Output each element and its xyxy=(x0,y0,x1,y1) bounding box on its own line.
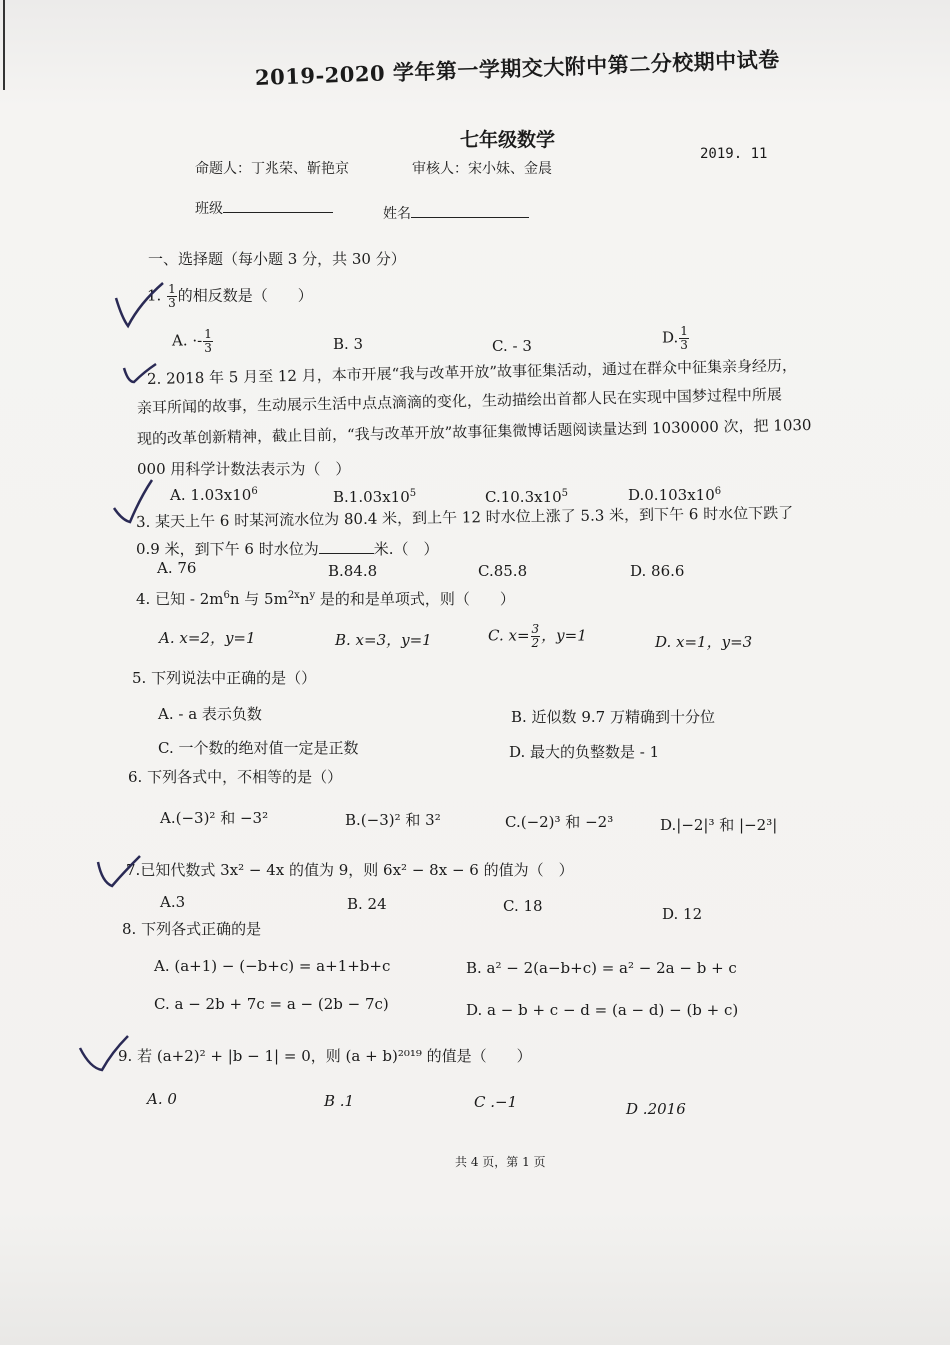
q6-option-d[interactable]: D.|−2|³ 和 |−2³| xyxy=(660,816,778,834)
question-2-line-4: 000 用科学计数法表示为（ ） xyxy=(137,460,351,478)
q2-option-a[interactable]: A. $1.03x10^6$ xyxy=(170,486,258,504)
q8-option-d[interactable]: D. a − b + c − d = (a − d) − (b + c) xyxy=(466,1001,739,1019)
section-heading: 一、选择题（每小题 3 分，共 30 分） xyxy=(148,250,406,268)
check-mark-icon xyxy=(74,1030,134,1080)
class-label: 班级 xyxy=(195,201,223,217)
name-label: 姓名 xyxy=(383,206,411,222)
question-6: 6. 下列各式中，不相等的是（） xyxy=(128,768,343,786)
q8-option-a[interactable]: A. (a+1) − (−b+c) = a+1+b+c xyxy=(154,957,391,975)
q1-fraction: $\frac{1}{3}$ xyxy=(168,282,176,310)
question-2-line-3: 现的改革创新精神，截止目前，“我与改革开放”故事征集微博话题阅读量达到 1030000 次，把 1030 xyxy=(136,415,812,448)
q6-option-c[interactable]: C.(−2)³ 和 −2³ xyxy=(505,813,614,831)
check-mark-icon xyxy=(92,852,147,892)
authors: 命题人：丁兆荣、靳艳京 xyxy=(195,161,349,177)
q5-option-d[interactable]: D. 最大的负整数是 - 1 xyxy=(509,743,660,761)
question-5: 5. 下列说法中正确的是（） xyxy=(132,669,317,687)
q3-option-a[interactable]: A. 76 xyxy=(157,559,197,577)
question-3-line-1: 3. 某天上午 6 时某河流水位为 80.4 米，到上午 12 时水位上涨了 5.3 米，到下午 6 时水位下跌了 xyxy=(135,503,794,531)
q9-option-b[interactable]: B .1 xyxy=(324,1092,355,1110)
q3-option-b[interactable]: B.84.8 xyxy=(328,562,378,580)
q9-option-c[interactable]: C .−1 xyxy=(474,1093,518,1111)
question-4: 4. 已知 - $2m^6n$ 与 $5m^{2x}n^y$ 是的和是单项式，则（ ） xyxy=(136,590,515,608)
q8-option-b[interactable]: B. a² − 2(a−b+c) = a² − 2a − b + c xyxy=(466,959,737,977)
q9-option-d[interactable]: D .2016 xyxy=(626,1100,686,1118)
exam-subtitle: 七年级数学 xyxy=(460,129,556,151)
q4-option-b[interactable]: B. x=3，y=1 xyxy=(335,631,432,649)
q5-option-c[interactable]: C. 一个数的绝对值一定是正数 xyxy=(158,739,359,757)
q4-option-d[interactable]: D. x=1，y=3 xyxy=(655,633,753,651)
q7-option-a[interactable]: A.3 xyxy=(160,893,186,911)
q1-number: 1. xyxy=(147,286,162,305)
q2-option-c[interactable]: $C.10.3x10^5$ xyxy=(485,488,569,506)
q9-option-a[interactable]: A. 0 xyxy=(147,1090,177,1108)
q7-option-c[interactable]: C. 18 xyxy=(503,897,543,915)
q4-option-c[interactable]: C. x= $\frac{3}{2}$ ，y=1 xyxy=(488,622,587,650)
q4-option-a[interactable]: A. x=2，y=1 xyxy=(159,629,256,647)
name-field[interactable] xyxy=(383,203,529,223)
exam-date: 2019. 11 xyxy=(700,146,768,162)
exam-title: 2019-2020 学年第一学期交大附中第二分校期中试卷 xyxy=(254,46,781,90)
check-mark-icon xyxy=(108,478,158,528)
question-8: 8. 下列各式正确的是 xyxy=(122,920,262,938)
check-mark-icon xyxy=(108,278,168,333)
q3-option-c[interactable]: C.85.8 xyxy=(478,562,528,580)
q7-option-d[interactable]: D. 12 xyxy=(662,905,703,923)
question-9: 9. 若 (a+2)² + |b − 1| = 0，则 (a + b)²⁰¹⁹ 的值是（ ） xyxy=(118,1047,532,1065)
class-field[interactable] xyxy=(195,198,333,218)
q1-option-c[interactable]: C. - 3 xyxy=(492,337,532,355)
q3-option-d[interactable]: D. 86.6 xyxy=(630,562,685,580)
q8-option-c[interactable]: C. a − 2b + 7c = a − (2b − 7c) xyxy=(154,995,389,1013)
q1-text: 的相反数是（ ） xyxy=(177,286,313,305)
check-mark-icon xyxy=(120,362,160,387)
class-blank[interactable] xyxy=(223,212,333,213)
q5-option-b[interactable]: B. 近似数 9.7 万精确到十分位 xyxy=(511,708,715,726)
question-3-line-2: 0.9 米，到下午 6 时水位为 米.（ ） xyxy=(136,540,439,558)
q6-option-b[interactable]: B.(−3)² 和 3² xyxy=(345,811,441,829)
question-2-line-1: 2. 2018 年 5 月至 12 月，本市开展“我与改革开放”故事征集活动，通过在群众中征集亲身经历， xyxy=(146,356,798,388)
page-edge-line xyxy=(3,0,5,90)
q3-blank[interactable] xyxy=(319,553,374,554)
page-footer: 共 4 页，第 1 页 xyxy=(455,1155,546,1169)
q1-option-b[interactable]: B. 3 xyxy=(333,335,364,353)
q1-option-d[interactable]: D. $\frac{1}{3}$ xyxy=(662,324,688,352)
name-blank[interactable] xyxy=(411,217,529,218)
reviewers: 审核人：宋小妹、金晨 xyxy=(412,161,552,177)
q5-option-a[interactable]: A. - a 表示负数 xyxy=(158,705,262,723)
q7-option-b[interactable]: B. 24 xyxy=(347,895,387,913)
question-7: 7.已知代数式 3x² − 4x 的值为 9，则 6x² − 8x − 6 的值为（ ） xyxy=(126,861,574,879)
q1-option-a[interactable]: A. ·- $\frac{1}{3}$ xyxy=(172,327,212,355)
q2-option-b[interactable]: $B.1.03x10^5$ xyxy=(333,488,417,506)
q6-option-a[interactable]: A.(−3)² 和 −3² xyxy=(160,809,269,827)
question-2-line-2: 亲耳所闻的故事，生动展示生活中点点滴滴的变化，生动描绘出首都人民在实现中国梦过程中所展 xyxy=(136,385,783,417)
q2-option-d[interactable]: $D.0.103x10^6$ xyxy=(628,486,722,504)
question-1 xyxy=(147,283,313,310)
